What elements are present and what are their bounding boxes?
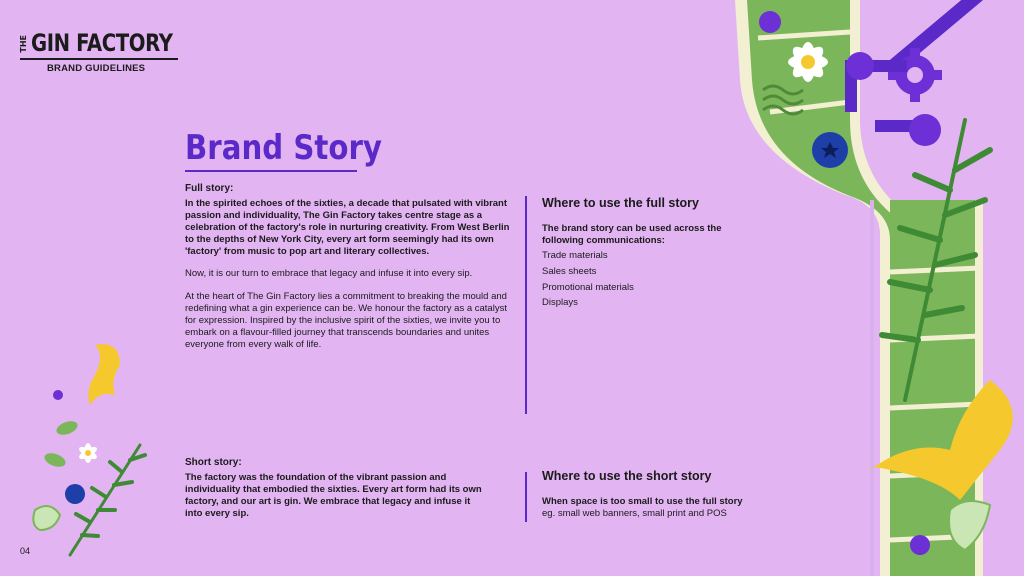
short-story-text: The factory was the foundation of the vibrant passion and individuality that embodied the sixties. Every art form had its own factory, and our art is gin. We embrace that legacy and infuse it into every sip.	[185, 471, 482, 519]
full-story-section	[185, 183, 510, 362]
list-item: Sales sheets	[542, 265, 597, 277]
short-story-section	[185, 457, 485, 531]
berry-dot	[53, 390, 63, 400]
full-story-paragraph-2: Now, it is our turn to embrace that legacy and infuse it into every sip.	[185, 268, 473, 280]
title-underline	[185, 170, 357, 172]
divider-full	[525, 196, 527, 414]
full-story-label: Full story:	[185, 183, 234, 194]
where-full-list	[542, 250, 727, 310]
berry-purple	[759, 11, 781, 33]
where-full-section	[542, 198, 727, 313]
list-item: Displays	[542, 297, 578, 309]
full-story-paragraph-1: In the spirited echoes of the sixties, a decade that pulsated with vibrant passion and individuality, The Gin Factory takes centre stage as a celebration of the factory's role in nurturing creativity. From West Berlin to the depths of New York City, every art form seemingly had its own 'factory' from music to pop art and literary collectives.	[185, 197, 510, 257]
where-full-intro: The brand story can be used across the following communications:	[542, 222, 722, 246]
where-short-heading: Where to use the short story	[542, 469, 712, 483]
brand-logo	[20, 30, 180, 74]
leaf-pale-left	[33, 506, 60, 530]
full-story-paragraph-3: At the heart of The Gin Factory lies a commitment to breaking the mould and redefining what a gin experience can be. We honour the factory as a catalyst for expression. Inspired by the inclusive spirit of the sixties, we invite you to embark on a flavour-filled journey that transcends boundaries and unites everyone from every walk of life.	[185, 291, 507, 350]
where-short-line-2: eg. small web banners, small print and POS	[542, 507, 727, 519]
cog-machine	[845, 0, 990, 146]
logo-subtitle: BRAND GUIDELINES	[47, 62, 146, 74]
short-story-label: Short story:	[185, 457, 242, 468]
berry-purple-small	[910, 535, 930, 555]
logo-the: THE	[19, 35, 28, 53]
logo-wordmark: GIN FACTORY	[31, 29, 173, 57]
leaf-small	[55, 419, 80, 438]
lemon-peel-left	[88, 344, 120, 405]
page-number: 04	[20, 546, 31, 556]
leaf-small-2	[43, 451, 68, 470]
blueberry-small-icon	[65, 484, 85, 504]
white-flower	[788, 42, 828, 82]
list-item: Promotional materials	[542, 281, 634, 293]
list-item: Trade materials	[542, 249, 608, 261]
where-full-heading: Where to use the full story	[542, 196, 699, 210]
page-title: Brand Story	[185, 128, 382, 168]
logo-rule	[20, 58, 178, 60]
where-short-line-1: When space is too small to use the full story	[542, 495, 743, 507]
divider-short	[525, 472, 527, 522]
where-short-section	[542, 471, 772, 520]
white-flower-small	[77, 443, 98, 463]
leaf-pale	[949, 501, 990, 550]
